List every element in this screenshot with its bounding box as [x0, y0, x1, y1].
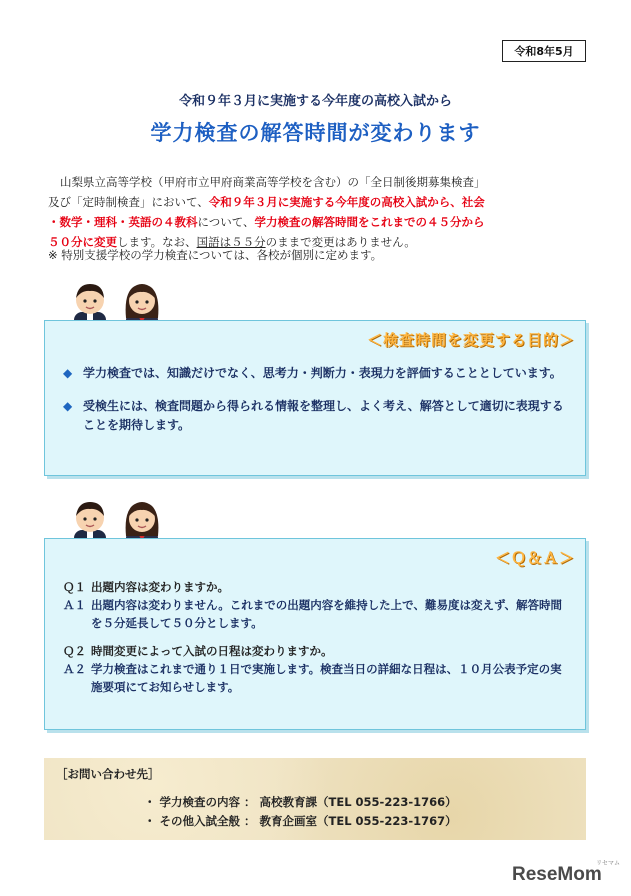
- note-text: ※ 特別支援学校の学力検査については、各校が個別に定めます。: [48, 248, 383, 262]
- answer-tag: Ａ１: [63, 598, 86, 612]
- contact-line-general: ・ その他入試全般 ： 教育企画室（TEL 055-223-1767）: [144, 814, 457, 828]
- page-title: 学力検査の解答時間が変わります: [150, 121, 481, 145]
- resemom-logo: [512, 858, 622, 888]
- date-label: 令和8年5月: [502, 40, 586, 62]
- logo-ruby: リセマム: [596, 860, 620, 867]
- intro-line4c: 国語は５５分: [196, 235, 266, 249]
- question-tag: Ｑ２: [63, 644, 86, 658]
- question-row: [63, 578, 565, 596]
- answer-row: [63, 660, 565, 696]
- purpose-item-text: 学力検査では、知識だけでなく、思考力・判断力・表現力を評価することとしています。: [83, 366, 562, 380]
- contact-line-exam: ・ 学力検査の内容 ： 高校教育課（TEL 055-223-1766）: [144, 795, 457, 809]
- purpose-item-text: 受検生には、検査問題から得られる情報を整理し、よく考え、解答として適切に表現することを期待します。: [83, 399, 564, 432]
- question-tag: Ｑ１: [63, 580, 86, 594]
- intro-line3b: について、: [197, 215, 255, 229]
- answer-text: 学力検査はこれまで通り１日で実施します。検査当日の詳細な日程は、１０月公表予定の実施要項にてお知らせします。: [91, 662, 562, 694]
- diamond-bullet-icon: ◆: [63, 399, 73, 413]
- purpose-heading: ＜検査時間を変更する目的＞: [366, 331, 575, 349]
- question-row: [63, 642, 565, 660]
- intro-line3a: ・数学・理科・英語の４教科: [48, 215, 198, 229]
- contact-box: [44, 758, 586, 840]
- qa-heading: ＜Ｑ＆Ａ＞: [494, 549, 575, 567]
- purpose-item: [63, 397, 565, 435]
- intro-line4a: ５０分に変更: [48, 235, 117, 249]
- purpose-panel: [44, 320, 586, 476]
- intro-line2a: 及び「定時制検査」において、: [48, 195, 209, 209]
- intro-line4d: のままで変更はありません。: [265, 235, 416, 249]
- intro-line1: 山梨県立高等学校（甲府市立甲府商業高等学校を含む）の「全日制後期募集検査」: [60, 175, 486, 189]
- subtitle: 令和９年３月に実施する今年度の高校入試から: [178, 94, 452, 109]
- svg-text:ReseMom: ReseMom: [512, 864, 602, 885]
- intro-line4b: します。なお、: [117, 235, 197, 249]
- intro-line3c: 学力検査の解答時間をこれまでの４５分から: [254, 215, 485, 229]
- question-text: 出題内容は変わりますか。: [91, 580, 229, 594]
- diamond-bullet-icon: ◆: [63, 366, 73, 380]
- intro-paragraph: [48, 172, 588, 252]
- question-text: 時間変更によって入試の日程は変わりますか。: [91, 644, 333, 658]
- qa-list: [45, 578, 585, 696]
- qa-panel: [44, 538, 586, 730]
- answer-row: [63, 596, 565, 632]
- answer-tag: Ａ２: [63, 662, 86, 676]
- contact-title: ［お問い合わせ先］: [56, 767, 160, 781]
- intro-line2b: 令和９年３月に実施する今年度の高校入試から、社会: [208, 195, 485, 209]
- answer-text: 出題内容は変わりません。これまでの出題内容を維持した上で、難易度は変えず、解答時間を５分延長して５０分とします。: [91, 598, 563, 630]
- purpose-item: [63, 364, 565, 383]
